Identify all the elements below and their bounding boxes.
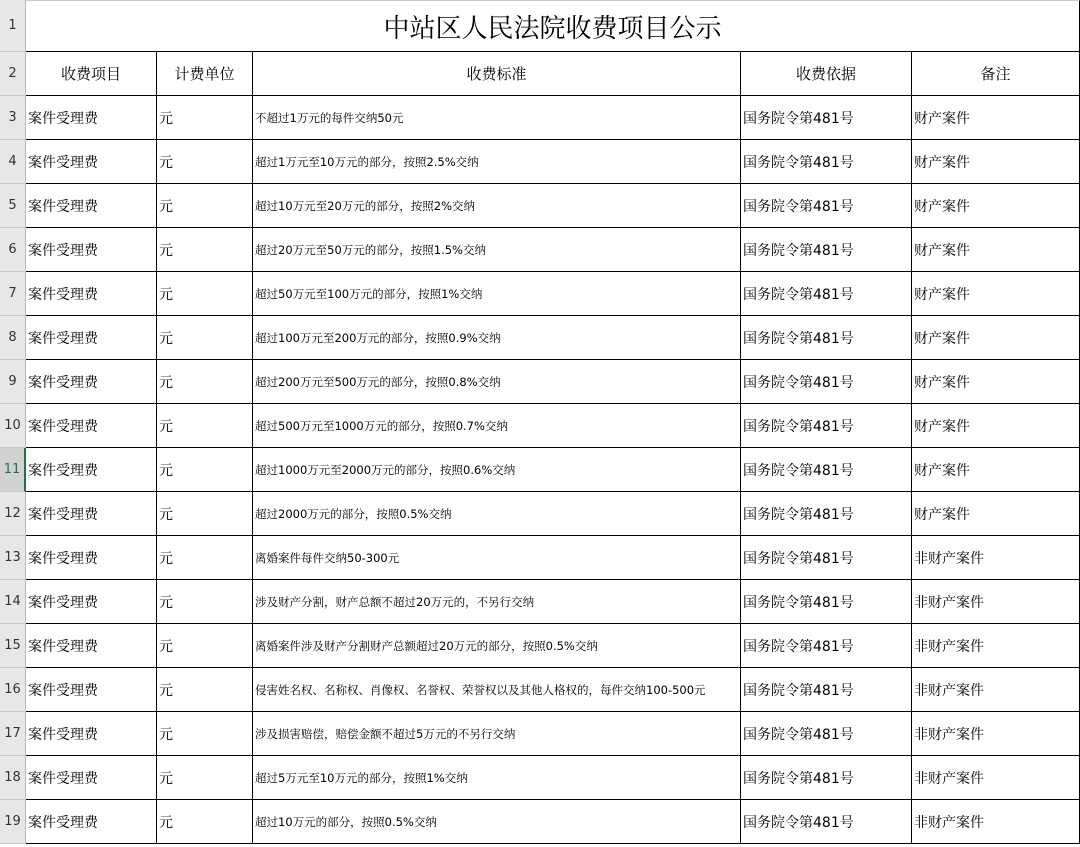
fee-standard-cell[interactable]: 不超过1万元的每件交纳50元 bbox=[253, 96, 741, 140]
note-cell[interactable]: 财产案件 bbox=[912, 360, 1080, 404]
header-item-cell[interactable]: 收费项目 bbox=[26, 52, 157, 96]
row-header[interactable]: 10 bbox=[0, 404, 26, 448]
row-header[interactable]: 13 bbox=[0, 536, 26, 580]
fee-standard-cell[interactable]: 超过5万元至10万元的部分，按照1%交纳 bbox=[253, 756, 741, 800]
fee-item-cell[interactable]: 案件受理费 bbox=[26, 272, 157, 316]
unit-cell[interactable]: 元 bbox=[157, 140, 253, 184]
fee-basis-cell[interactable]: 国务院令第481号 bbox=[741, 228, 912, 272]
fee-standard-cell[interactable]: 超过200万元至500万元的部分，按照0.8%交纳 bbox=[253, 360, 741, 404]
header-note-cell[interactable]: 备注 bbox=[912, 52, 1080, 96]
fee-basis-cell[interactable]: 国务院令第481号 bbox=[741, 96, 912, 140]
note-cell[interactable]: 财产案件 bbox=[912, 404, 1080, 448]
row-header[interactable]: 9 bbox=[0, 360, 26, 404]
unit-cell[interactable]: 元 bbox=[157, 360, 253, 404]
fee-basis-cell[interactable]: 国务院令第481号 bbox=[741, 756, 912, 800]
header-standard-cell[interactable]: 收费标准 bbox=[253, 52, 741, 96]
row-header[interactable]: 18 bbox=[0, 756, 26, 800]
unit-cell[interactable]: 元 bbox=[157, 184, 253, 228]
note-cell[interactable]: 财产案件 bbox=[912, 272, 1080, 316]
fee-standard-cell[interactable]: 超过20万元至50万元的部分，按照1.5%交纳 bbox=[253, 228, 741, 272]
note-cell[interactable]: 非财产案件 bbox=[912, 536, 1080, 580]
unit-cell[interactable]: 元 bbox=[157, 96, 253, 140]
fee-item-cell[interactable]: 案件受理费 bbox=[26, 96, 157, 140]
unit-cell[interactable]: 元 bbox=[157, 228, 253, 272]
fee-item-cell[interactable]: 案件受理费 bbox=[26, 668, 157, 712]
fee-item-cell[interactable]: 案件受理费 bbox=[26, 756, 157, 800]
fee-item-cell[interactable]: 案件受理费 bbox=[26, 140, 157, 184]
fee-item-cell[interactable]: 案件受理费 bbox=[26, 404, 157, 448]
fee-standard-cell[interactable]: 超过100万元至200万元的部分，按照0.9%交纳 bbox=[253, 316, 741, 360]
row-header[interactable]: 19 bbox=[0, 800, 26, 844]
unit-cell[interactable]: 元 bbox=[157, 272, 253, 316]
note-cell[interactable]: 非财产案件 bbox=[912, 624, 1080, 668]
row-header[interactable]: 17 bbox=[0, 712, 26, 756]
unit-cell[interactable]: 元 bbox=[157, 800, 253, 844]
fee-item-cell[interactable]: 案件受理费 bbox=[26, 580, 157, 624]
row-header[interactable]: 7 bbox=[0, 272, 26, 316]
fee-standard-cell[interactable]: 超过500万元至1000万元的部分，按照0.7%交纳 bbox=[253, 404, 741, 448]
row-header[interactable]: 8 bbox=[0, 316, 26, 360]
fee-basis-cell[interactable]: 国务院令第481号 bbox=[741, 536, 912, 580]
fee-standard-cell[interactable]: 离婚案件每件交纳50-300元 bbox=[253, 536, 741, 580]
note-cell[interactable]: 财产案件 bbox=[912, 184, 1080, 228]
row-header[interactable]: 4 bbox=[0, 140, 26, 184]
row-header[interactable]: 5 bbox=[0, 184, 26, 228]
note-cell[interactable]: 财产案件 bbox=[912, 492, 1080, 536]
note-cell[interactable]: 非财产案件 bbox=[912, 712, 1080, 756]
unit-cell[interactable]: 元 bbox=[157, 712, 253, 756]
fee-basis-cell[interactable]: 国务院令第481号 bbox=[741, 360, 912, 404]
fee-standard-cell[interactable]: 涉及财产分割，财产总额不超过20万元的，不另行交纳 bbox=[253, 580, 741, 624]
fee-item-cell[interactable]: 案件受理费 bbox=[26, 360, 157, 404]
note-cell[interactable]: 财产案件 bbox=[912, 448, 1080, 492]
fee-standard-cell[interactable]: 离婚案件涉及财产分割财产总额超过20万元的部分，按照0.5%交纳 bbox=[253, 624, 741, 668]
note-cell[interactable]: 非财产案件 bbox=[912, 800, 1080, 844]
fee-basis-cell[interactable]: 国务院令第481号 bbox=[741, 316, 912, 360]
fee-standard-cell[interactable]: 超过50万元至100万元的部分，按照1%交纳 bbox=[253, 272, 741, 316]
fee-standard-cell[interactable]: 超过2000万元的部分，按照0.5%交纳 bbox=[253, 492, 741, 536]
row-header[interactable]: 2 bbox=[0, 52, 26, 96]
fee-basis-cell[interactable]: 国务院令第481号 bbox=[741, 580, 912, 624]
fee-standard-cell[interactable]: 超过1000万元至2000万元的部分，按照0.6%交纳 bbox=[253, 448, 741, 492]
fee-standard-cell[interactable]: 超过1万元至10万元的部分，按照2.5%交纳 bbox=[253, 140, 741, 184]
fee-basis-cell[interactable]: 国务院令第481号 bbox=[741, 184, 912, 228]
unit-cell[interactable]: 元 bbox=[157, 492, 253, 536]
fee-item-cell[interactable]: 案件受理费 bbox=[26, 448, 157, 492]
fee-item-cell[interactable]: 案件受理费 bbox=[26, 184, 157, 228]
fee-standard-cell[interactable]: 超过10万元的部分，按照0.5%交纳 bbox=[253, 800, 741, 844]
fee-item-cell[interactable]: 案件受理费 bbox=[26, 492, 157, 536]
sheet-title-cell[interactable]: 中站区人民法院收费项目公示 bbox=[26, 0, 1080, 52]
fee-basis-cell[interactable]: 国务院令第481号 bbox=[741, 712, 912, 756]
row-header[interactable]: 3 bbox=[0, 96, 26, 140]
fee-basis-cell[interactable]: 国务院令第481号 bbox=[741, 272, 912, 316]
fee-item-cell[interactable]: 案件受理费 bbox=[26, 800, 157, 844]
row-header[interactable]: 12 bbox=[0, 492, 26, 536]
note-cell[interactable]: 财产案件 bbox=[912, 316, 1080, 360]
fee-item-cell[interactable]: 案件受理费 bbox=[26, 624, 157, 668]
unit-cell[interactable]: 元 bbox=[157, 756, 253, 800]
row-header[interactable]: 1 bbox=[0, 0, 26, 52]
fee-basis-cell[interactable]: 国务院令第481号 bbox=[741, 668, 912, 712]
fee-item-cell[interactable]: 案件受理费 bbox=[26, 712, 157, 756]
header-unit-cell[interactable]: 计费单位 bbox=[157, 52, 253, 96]
fee-standard-cell[interactable]: 超过10万元至20万元的部分，按照2%交纳 bbox=[253, 184, 741, 228]
unit-cell[interactable]: 元 bbox=[157, 316, 253, 360]
row-header[interactable]: 16 bbox=[0, 668, 26, 712]
row-header[interactable]: 11 bbox=[0, 448, 26, 492]
fee-standard-cell[interactable]: 侵害姓名权、名称权、肖像权、名誉权、荣誉权以及其他人格权的，每件交纳100-500元 bbox=[253, 668, 741, 712]
fee-basis-cell[interactable]: 国务院令第481号 bbox=[741, 404, 912, 448]
fee-basis-cell[interactable]: 国务院令第481号 bbox=[741, 492, 912, 536]
note-cell[interactable]: 非财产案件 bbox=[912, 756, 1080, 800]
header-basis-cell[interactable]: 收费依据 bbox=[741, 52, 912, 96]
unit-cell[interactable]: 元 bbox=[157, 668, 253, 712]
note-cell[interactable]: 财产案件 bbox=[912, 228, 1080, 272]
unit-cell[interactable]: 元 bbox=[157, 624, 253, 668]
fee-basis-cell[interactable]: 国务院令第481号 bbox=[741, 140, 912, 184]
row-header[interactable]: 6 bbox=[0, 228, 26, 272]
unit-cell[interactable]: 元 bbox=[157, 404, 253, 448]
unit-cell[interactable]: 元 bbox=[157, 536, 253, 580]
fee-basis-cell[interactable]: 国务院令第481号 bbox=[741, 800, 912, 844]
note-cell[interactable]: 非财产案件 bbox=[912, 668, 1080, 712]
fee-item-cell[interactable]: 案件受理费 bbox=[26, 228, 157, 272]
fee-basis-cell[interactable]: 国务院令第481号 bbox=[741, 448, 912, 492]
fee-basis-cell[interactable]: 国务院令第481号 bbox=[741, 624, 912, 668]
note-cell[interactable]: 财产案件 bbox=[912, 96, 1080, 140]
row-header[interactable]: 14 bbox=[0, 580, 26, 624]
unit-cell[interactable]: 元 bbox=[157, 448, 253, 492]
note-cell[interactable]: 非财产案件 bbox=[912, 580, 1080, 624]
row-header[interactable]: 15 bbox=[0, 624, 26, 668]
note-cell[interactable]: 财产案件 bbox=[912, 140, 1080, 184]
fee-standard-cell[interactable]: 涉及损害赔偿，赔偿金额不超过5万元的不另行交纳 bbox=[253, 712, 741, 756]
unit-cell[interactable]: 元 bbox=[157, 580, 253, 624]
fee-item-cell[interactable]: 案件受理费 bbox=[26, 316, 157, 360]
fee-item-cell[interactable]: 案件受理费 bbox=[26, 536, 157, 580]
